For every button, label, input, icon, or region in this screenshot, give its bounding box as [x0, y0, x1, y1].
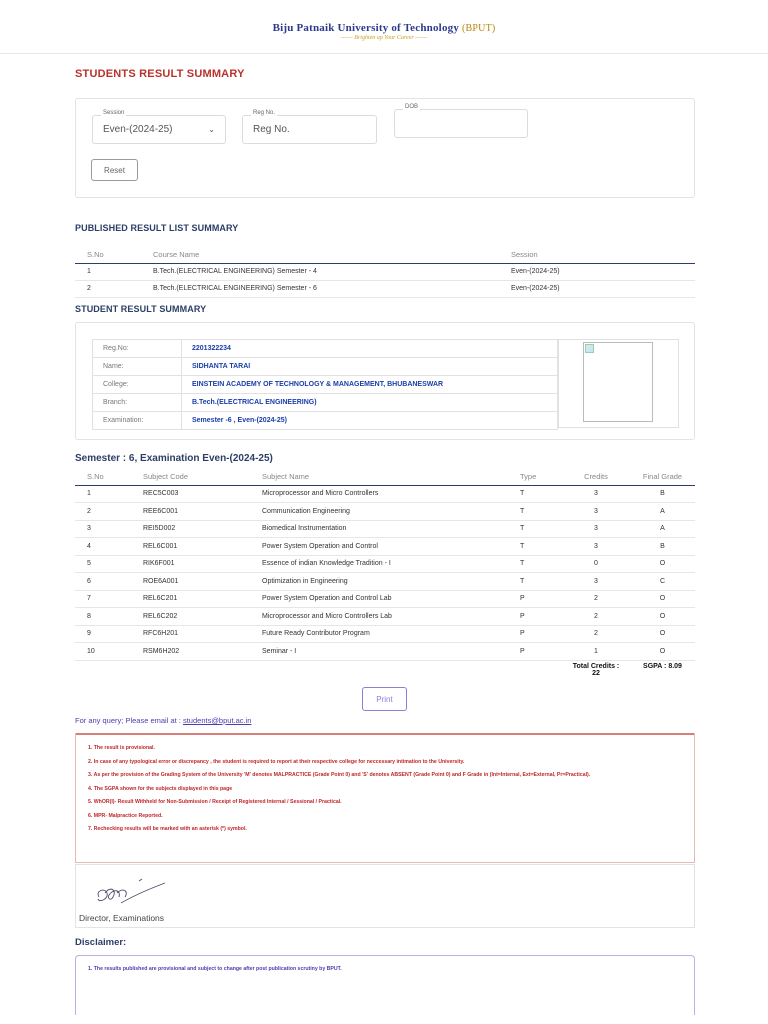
table-row [75, 520, 695, 538]
cell-subject-code: RFC6H201 [143, 625, 262, 643]
cell-sno: 8 [75, 608, 143, 626]
total-credits [562, 660, 630, 678]
session-value: Even-(2024-25) [103, 124, 173, 135]
cell-type: P [512, 608, 562, 626]
cell-subject-name: Power System Operation and Control [262, 538, 512, 556]
note-item: 7. Rechecking results will be marked with an asterisk (*) symbol. [88, 826, 247, 832]
cell-type: T [512, 573, 562, 591]
cell-subject-code: REL6C201 [143, 590, 262, 608]
cell-course: B.Tech.(ELECTRICAL ENGINEERING) Semester - 4 [141, 263, 499, 280]
table-row [75, 555, 695, 573]
cell-grade: O [630, 625, 695, 643]
dob-label: DOB [405, 104, 419, 110]
photo-box [558, 339, 679, 428]
cell-subject-code: ROE6A001 [143, 573, 262, 591]
info-value: EINSTEIN ACADEMY OF TECHNOLOGY & MANAGEMENT, BHUBANESWAR [182, 376, 558, 394]
info-row [93, 340, 558, 358]
sgpa-value: SGPA : 8.09 [643, 662, 682, 670]
info-label: Name: [93, 358, 182, 376]
info-label: Examination: [93, 412, 182, 430]
cell-grade: O [630, 555, 695, 573]
cell-type: T [512, 555, 562, 573]
signatory-designation: Director, Examinations [79, 913, 165, 923]
cell-sno: 1 [75, 485, 143, 503]
cell-sno: 7 [75, 590, 143, 608]
cell-type: T [512, 520, 562, 538]
cell-subject-name: Essence of indian Knowledge Tradition - I [262, 555, 512, 573]
info-row [93, 412, 558, 430]
cell-sno: 2 [75, 503, 143, 521]
cell-session: Even-(2024-25) [499, 263, 695, 280]
published-table [75, 247, 695, 298]
disclaimer-box [75, 955, 695, 1015]
cell-grade: C [630, 573, 695, 591]
cell-subject-name: Biomedical Instrumentation [262, 520, 512, 538]
info-label: College: [93, 376, 182, 394]
cell-credits: 3 [562, 538, 630, 556]
cell-type: T [512, 538, 562, 556]
disclaimer-text: 1. The results published are provisional and subject to change after post publication scrutiny by BPUT. [88, 966, 342, 972]
filter-card [75, 98, 695, 198]
col-session: Session [499, 247, 695, 263]
table-row [75, 573, 695, 591]
cell-session: Even-(2024-25) [499, 280, 695, 297]
print-button[interactable]: Print [362, 687, 407, 711]
chevron-down-icon: ⌄ [208, 125, 215, 134]
university-name-text: Biju Patnaik University of Technology [272, 22, 460, 34]
student-info-table [92, 339, 558, 430]
info-value: SIDHANTA TARAI [182, 358, 558, 376]
disclaimer-title: Disclaimer: [75, 937, 127, 948]
cell-subject-name: Future Ready Contributor Program [262, 625, 512, 643]
cell-credits: 0 [562, 555, 630, 573]
cell-grade: O [630, 608, 695, 626]
regno-input[interactable] [242, 110, 377, 144]
cell-sno: 3 [75, 520, 143, 538]
col-type: Type [512, 469, 562, 485]
table-row [75, 643, 695, 661]
session-select[interactable] [92, 110, 226, 144]
table-header-row [75, 247, 695, 263]
col-course: Course Name [141, 247, 499, 263]
university-abbr: (BPUT) [462, 23, 496, 34]
regno-label: Reg No. [253, 110, 276, 116]
regno-placeholder: Reg No. [253, 124, 290, 135]
info-row [93, 358, 558, 376]
info-row [93, 394, 558, 412]
col-credits: Credits [562, 469, 630, 485]
cell-subject-name: Microprocessor and Micro Controllers Lab [262, 608, 512, 626]
note-item: 1. The result is provisional. [88, 745, 155, 751]
info-label: Branch: [93, 394, 182, 412]
table-row [75, 263, 695, 280]
cell-sno: 5 [75, 555, 143, 573]
table-row [75, 280, 695, 297]
semester-title: Semester : 6, Examination Even-(2024-25) [75, 453, 273, 464]
site-header [0, 22, 768, 54]
cell-grade: O [630, 643, 695, 661]
cell-type: P [512, 643, 562, 661]
query-line [75, 716, 251, 725]
info-label: Reg.No: [93, 340, 182, 358]
total-row [75, 660, 695, 678]
session-label: Session [103, 110, 125, 116]
cell-credits: 2 [562, 608, 630, 626]
cell-credits: 3 [562, 503, 630, 521]
col-final-grade: Final Grade [630, 469, 695, 485]
cell-type: P [512, 625, 562, 643]
dob-input[interactable] [394, 104, 528, 138]
cell-grade: B [630, 485, 695, 503]
cell-grade: O [630, 590, 695, 608]
cell-sno: 9 [75, 625, 143, 643]
cell-sno: 10 [75, 643, 143, 661]
note-item: 5. WhOR(I)- Result Withheld for Non-Submission / Receipt of Registered Internal / Sessional / Practical. [88, 799, 342, 805]
cell-type: T [512, 503, 562, 521]
cell-credits: 1 [562, 643, 630, 661]
published-title: PUBLISHED RESULT LIST SUMMARY [75, 223, 239, 233]
cell-subject-code: REC5C003 [143, 485, 262, 503]
col-sno: S.No [75, 247, 141, 263]
query-text: For any query; Please email at : [75, 716, 183, 725]
cell-credits: 2 [562, 590, 630, 608]
page-title: STUDENTS RESULT SUMMARY [75, 68, 245, 80]
info-value: B.Tech.(ELECTRICAL ENGINEERING) [182, 394, 558, 412]
cell-subject-code: REE6C001 [143, 503, 262, 521]
total-credits-label: Total Credits : [572, 662, 620, 670]
total-credits-value: 22 [592, 669, 600, 677]
signature-image [91, 873, 171, 913]
table-row [75, 625, 695, 643]
cell-subject-code: RSM6H202 [143, 643, 262, 661]
cell-grade: A [630, 520, 695, 538]
cell-grade: B [630, 538, 695, 556]
cell-subject-name: Optimization in Engineering [262, 573, 512, 591]
cell-subject-name: Microprocessor and Micro Controllers [262, 485, 512, 503]
cell-type: P [512, 590, 562, 608]
cell-course: B.Tech.(ELECTRICAL ENGINEERING) Semester - 6 [141, 280, 499, 297]
reset-button[interactable]: Reset [91, 159, 138, 181]
cell-credits: 3 [562, 520, 630, 538]
result-table [75, 469, 695, 678]
note-item: 2. In case of any typological error or discrepancy , the student is required to report at their respective college for neccessary intimation to the University. [88, 758, 465, 765]
cell-subject-name: Communication Engineering [262, 503, 512, 521]
cell-subject-name: Seminar - I [262, 643, 512, 661]
note-item: 3. As per the provision of the Grading System of the University 'M' denotes MALPRACTICE (Grade Point 0) and 'S' denotes ABSENT (Grade Point 0) and F Grade in (Int=Internal, Ext=External, Pr=Practical). [88, 772, 591, 778]
info-value: Semester -6 , Even-(2024-25) [182, 412, 558, 430]
table-row [75, 608, 695, 626]
cell-sno: 4 [75, 538, 143, 556]
signature-card [75, 864, 695, 928]
info-row [93, 376, 558, 394]
cell-sno: 1 [75, 263, 141, 280]
table-row [75, 590, 695, 608]
student-card [75, 322, 695, 440]
note-item: 6. MPR- Malpractice Reported. [88, 812, 163, 819]
student-photo [583, 342, 653, 422]
cell-credits: 2 [562, 625, 630, 643]
cell-subject-code: REL6C001 [143, 538, 262, 556]
info-value: 2201322234 [182, 340, 558, 358]
broken-image-icon [585, 344, 594, 353]
cell-credits: 3 [562, 485, 630, 503]
notes-box [75, 733, 695, 863]
cell-subject-code: REL6C202 [143, 608, 262, 626]
cell-grade: A [630, 503, 695, 521]
cell-subject-code: RIK6F001 [143, 555, 262, 573]
col-subject-name: Subject Name [262, 469, 512, 485]
university-name [0, 22, 768, 34]
cell-type: T [512, 485, 562, 503]
table-row [75, 538, 695, 556]
table-row [75, 503, 695, 521]
cell-subject-code: REI5D002 [143, 520, 262, 538]
col-subject-code: Subject Code [143, 469, 262, 485]
cell-subject-name: Power System Operation and Control Lab [262, 590, 512, 608]
student-title: STUDENT RESULT SUMMARY [75, 304, 207, 314]
note-item: 4. The SGPA shown for the subjects displayed in this page [88, 785, 233, 792]
table-row [75, 485, 695, 503]
cell-credits: 3 [562, 573, 630, 591]
email-link[interactable]: students@bput.ac.in [182, 716, 252, 725]
cell-sno: 6 [75, 573, 143, 591]
col-sno: S.No [75, 469, 143, 485]
tagline: ------ Brighten up Your Career ------ [340, 35, 428, 41]
table-header-row [75, 469, 695, 485]
cell-sno: 2 [75, 280, 141, 297]
